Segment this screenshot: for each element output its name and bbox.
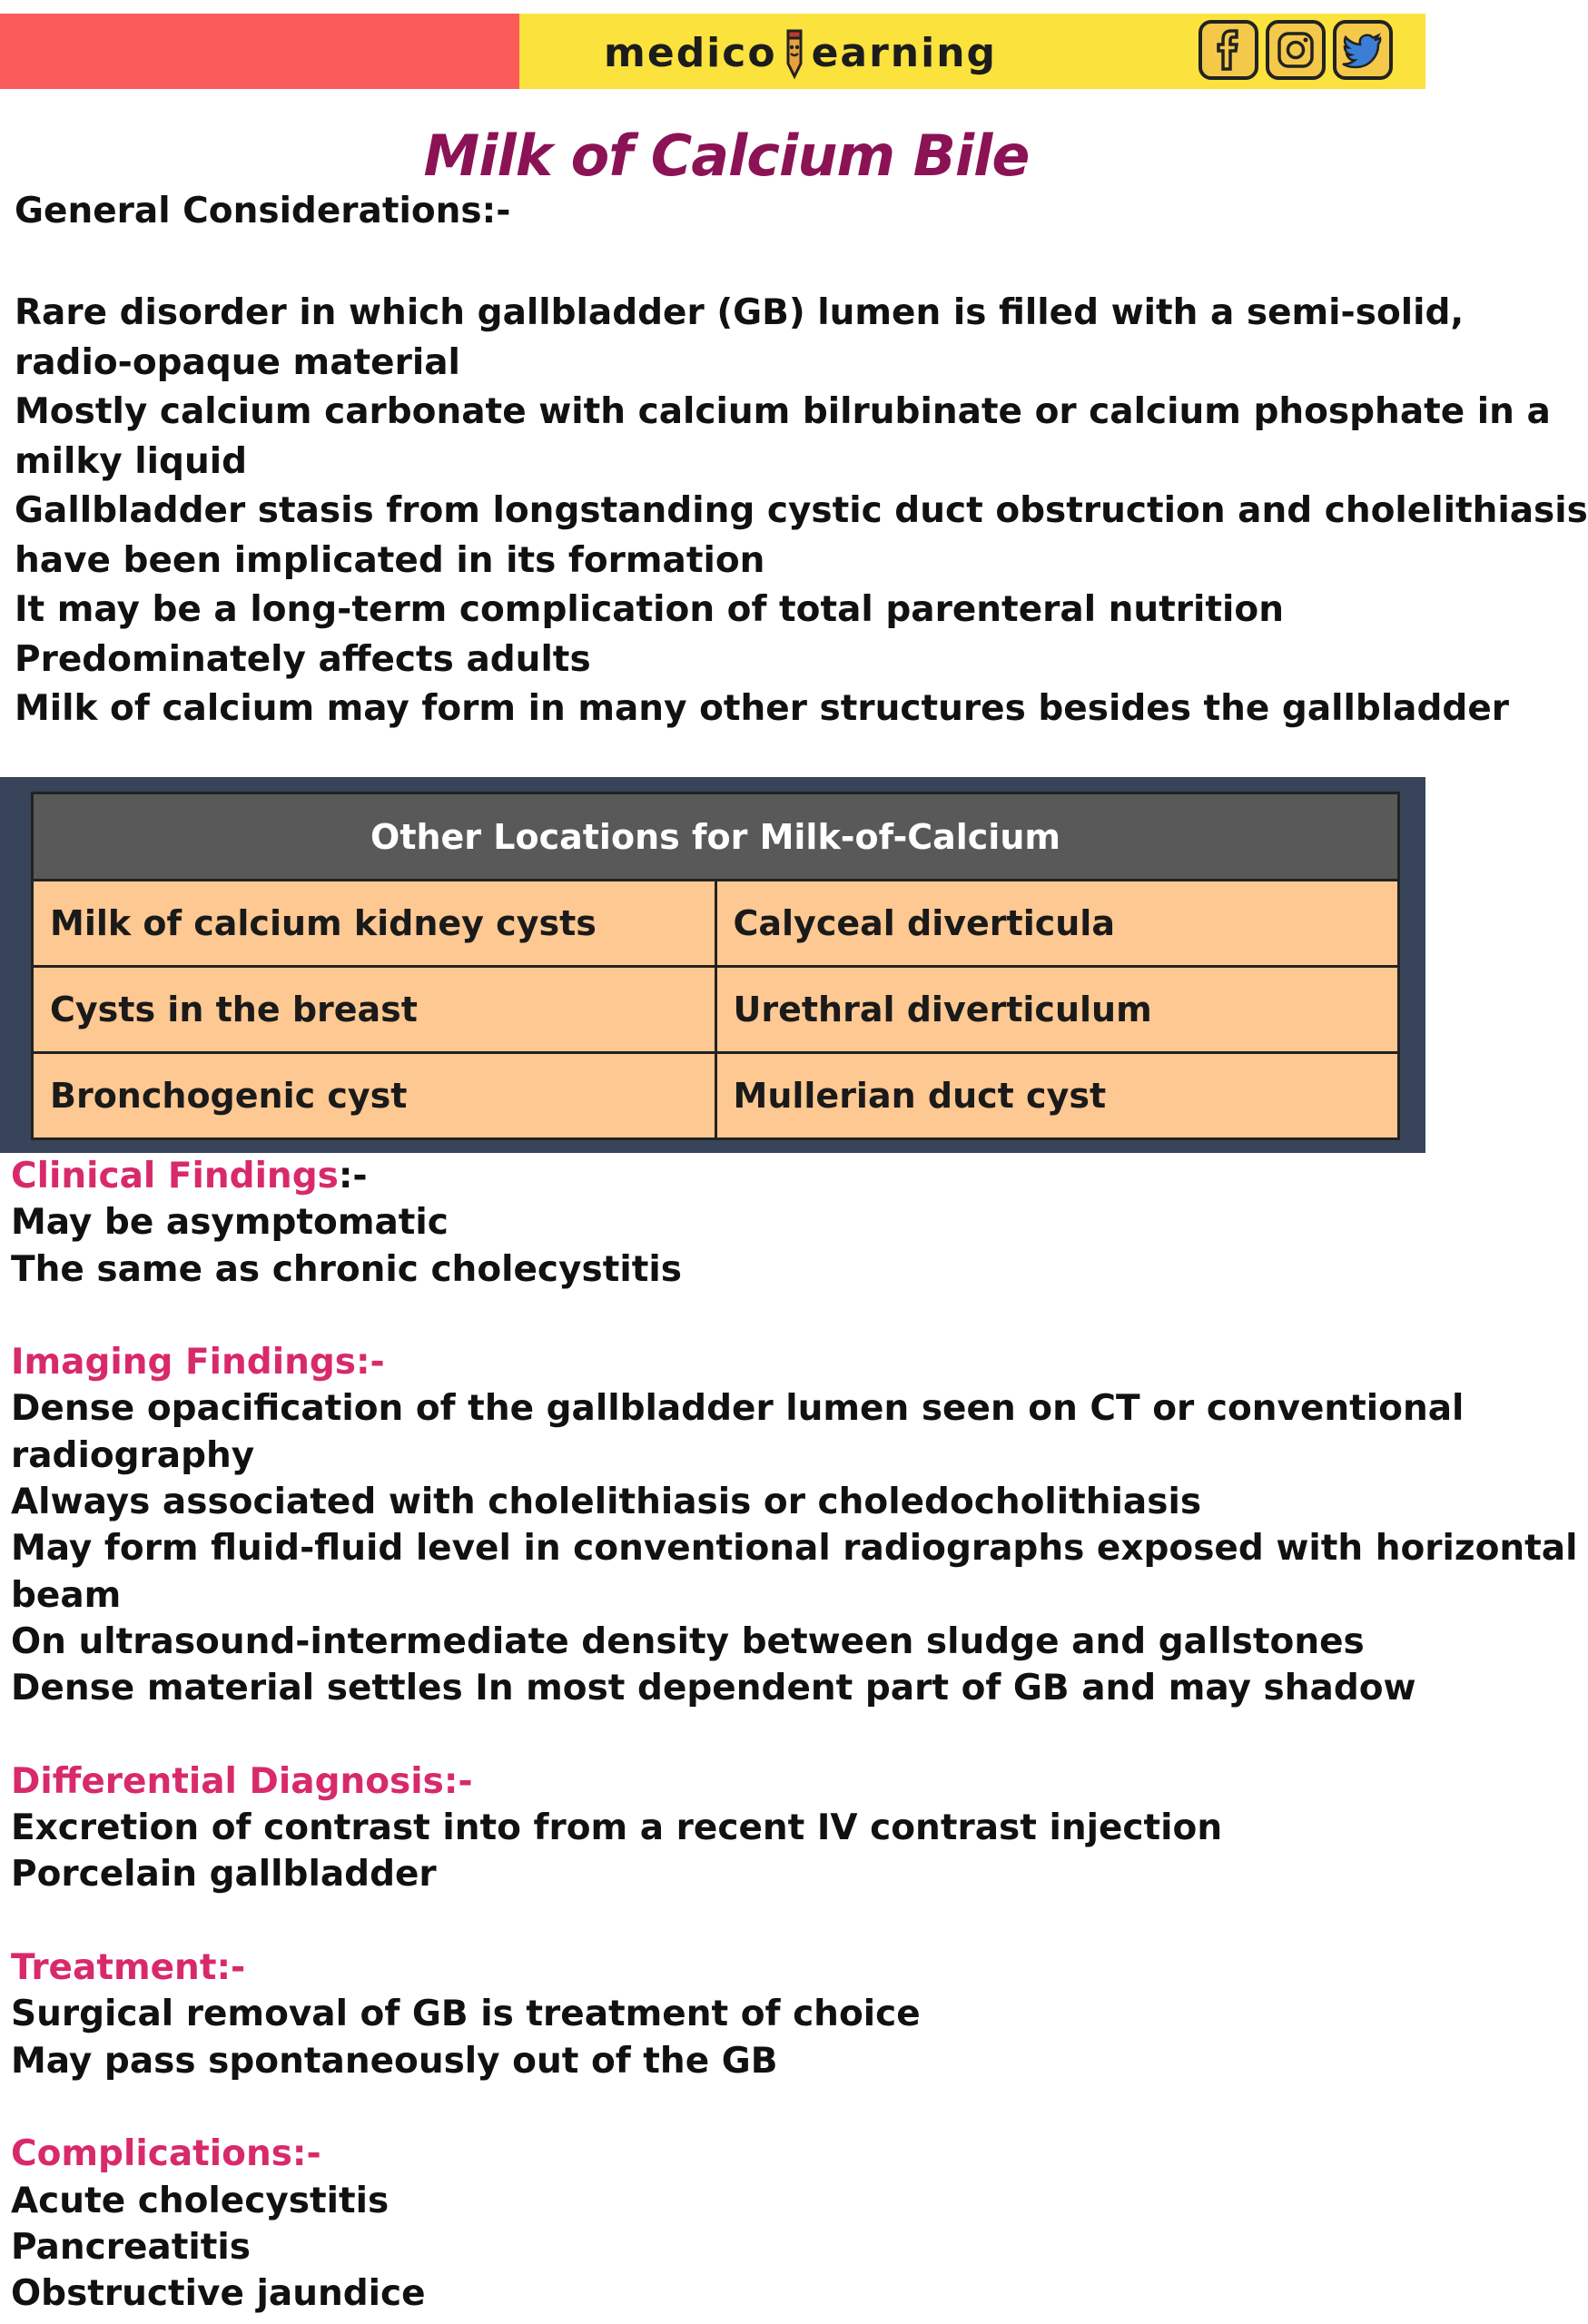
facebook-icon[interactable] <box>1198 20 1258 80</box>
other-locations-table <box>31 792 1400 1140</box>
clinical-line: May be asymptomatic <box>11 1202 449 1244</box>
treatment-line: May pass spontaneously out of the GB <box>11 2040 778 2082</box>
brand-text-left: medico <box>604 29 777 76</box>
spacer <box>11 2084 1418 2131</box>
complications-line: Pancreatitis <box>11 2226 251 2268</box>
clinical-heading-tail: :- <box>338 1156 368 1196</box>
spacer <box>11 1712 1418 1758</box>
spacer <box>11 1293 1418 1339</box>
imaging-line: Always associated with cholelithiasis or choledocholithiasis <box>11 1482 1202 1523</box>
general-line: Milk of calcium may form in many other structures besides the gallbladder <box>15 688 1510 729</box>
general-line: It may be a long-term complication of total parenteral nutrition <box>15 589 1284 630</box>
complications-line: Obstructive jaundice <box>11 2273 426 2315</box>
treatment-line: Surgical removal of GB is treatment of choice <box>11 1994 921 2035</box>
imaging-line: Dense material settles In most dependent part of GB and may shadow <box>11 1668 1416 1709</box>
spacer <box>11 1898 1418 1945</box>
imaging-findings-heading: Imaging Findings:- <box>11 1342 385 1384</box>
table-header: Other Locations for Milk-of-Calcium <box>33 793 1399 881</box>
general-considerations-body <box>15 289 1588 734</box>
page-title: Milk of Calcium Bile <box>423 123 1030 189</box>
header-red-block <box>0 14 519 89</box>
imaging-line: Dense opacification of the gallbladder lumen seen on CT or conventional <box>11 1388 1465 1430</box>
general-line: Rare disorder in which gallbladder (GB) lumen is filled with a semi-solid, <box>15 292 1465 333</box>
table-cell: Urethral diverticulum <box>715 967 1399 1053</box>
brand-text-right: earning <box>811 29 998 76</box>
brand-logo <box>604 27 997 78</box>
differential-diagnosis-heading: Differential Diagnosis:- <box>11 1760 473 1802</box>
treatment-heading: Treatment:- <box>11 1947 246 1989</box>
general-line: have been implicated in its formation <box>15 539 765 581</box>
clinical-findings-heading <box>11 1153 1418 1199</box>
complications-line: Acute cholecystitis <box>11 2180 390 2221</box>
table-cell: Milk of calcium kidney cysts <box>33 881 716 967</box>
instagram-icon[interactable] <box>1266 20 1326 80</box>
clinical-line: The same as chronic cholecystitis <box>11 1248 682 1290</box>
table-cell: Mullerian duct cyst <box>715 1053 1399 1139</box>
general-considerations-heading: General Considerations:- <box>15 191 511 231</box>
table-cell: Bronchogenic cyst <box>33 1053 716 1139</box>
twitter-icon[interactable] <box>1333 20 1393 80</box>
general-line: Gallbladder stasis from longstanding cystic duct obstruction and cholelithiasis <box>15 490 1588 531</box>
imaging-line: On ultrasound-intermediate density between sludge and gallstones <box>11 1620 1365 1662</box>
table-row <box>33 967 1399 1053</box>
differential-line: Excretion of contrast into from a recent IV contrast injection <box>11 1807 1223 1849</box>
imaging-line: beam <box>11 1574 122 1616</box>
general-line: radio-opaque material <box>15 341 460 383</box>
clinical-heading-text: Clinical Findings <box>11 1156 339 1196</box>
table-cell: Calyceal diverticula <box>715 881 1399 967</box>
table-cell: Cysts in the breast <box>33 967 716 1053</box>
table-row <box>33 1053 1399 1139</box>
general-line: Predominately affects adults <box>15 638 591 680</box>
other-locations-panel <box>0 777 1425 1153</box>
header-bar <box>0 0 1425 89</box>
general-line: milky liquid <box>15 440 248 482</box>
differential-line: Porcelain gallbladder <box>11 1854 437 1896</box>
imaging-line: radiography <box>11 1434 255 1476</box>
imaging-line: May form fluid-fluid level in conventional radiographs exposed with horizontal <box>11 1528 1578 1570</box>
general-line: Mostly calcium carbonate with calcium bilrubinate or calcium phosphate in a <box>15 391 1551 432</box>
pencil-icon <box>779 27 810 78</box>
complications-heading: Complications:- <box>11 2133 321 2175</box>
sections <box>11 1153 1578 2317</box>
table-row <box>33 881 1399 967</box>
